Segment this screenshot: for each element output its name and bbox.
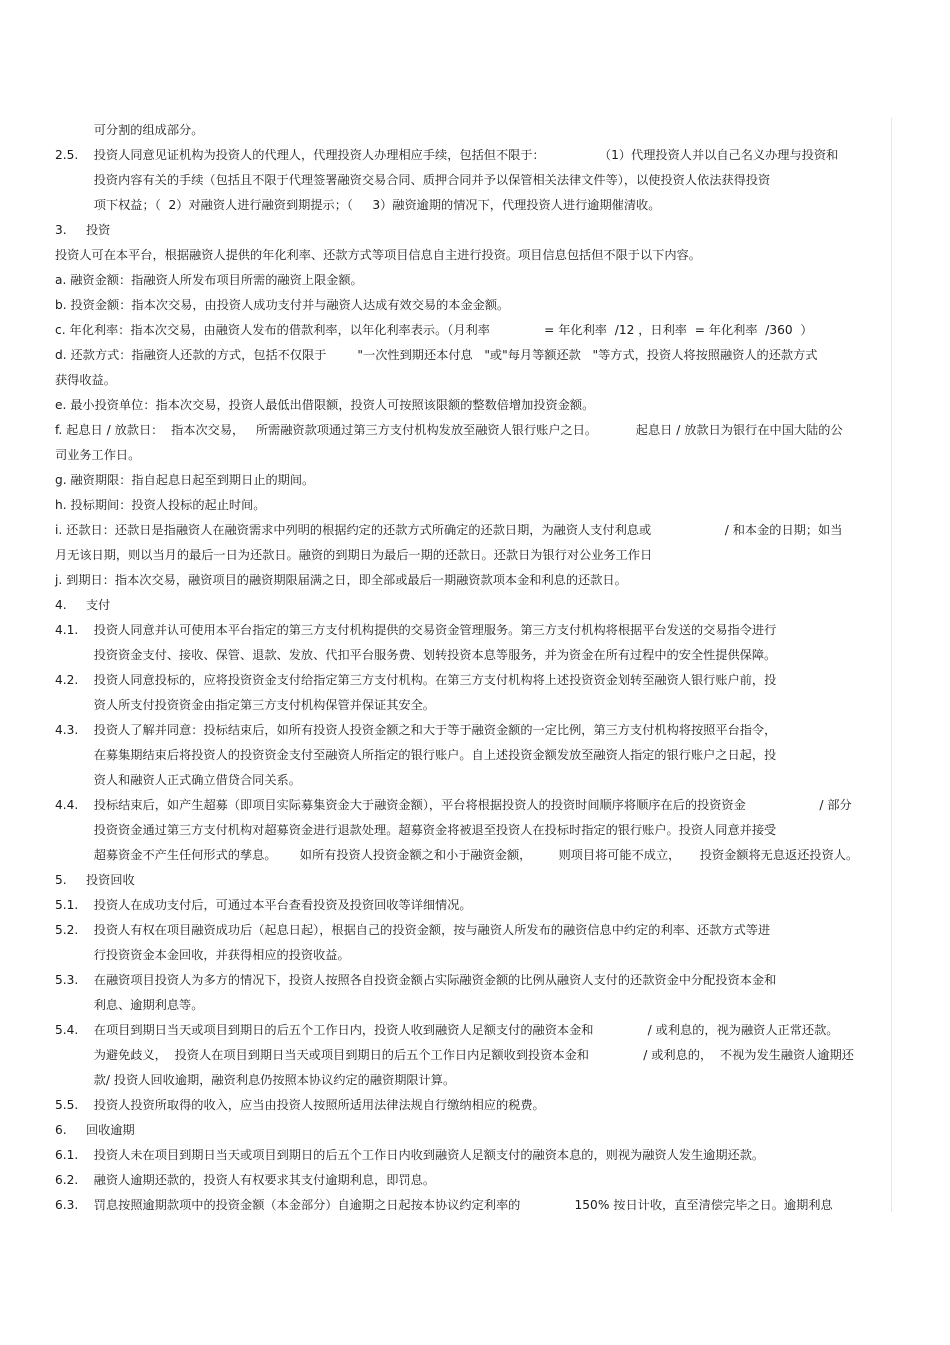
text-line: j. 到期日：指本次交易，融资项目的融资期限届满之日，即全部或最后一期融资款项本金和利息的还款日。 <box>55 573 627 587</box>
text-line: f. 起息日 / 放款日： 指本次交易， 所需融资款项通过第三方支付机构发放至融资人银行账户之日。 起息日 / 放款日为银行在中国大陆的公 <box>55 423 843 437</box>
text-line: 投资人可在本平台，根据融资人提供的年化利率、还款方式等项目信息自主进行投资。项目信息包括但不限于以下内容。 <box>55 248 701 262</box>
text-line: 5.5. 投资人投资所取得的收入，应当由投资人按照所适用法律法规自行缴纳相应的税费。 <box>55 1098 545 1112</box>
text-line: 2.5. 投资人同意见证机构为投资人的代理人，代理投资人办理相应手续，包括但不限于： （1）代理投资人并以自己名义办理与投资和 <box>55 148 839 162</box>
text-line: 5.1. 投资人在成功支付后，可通过本平台查看投资及投资回收等详细情况。 <box>55 898 472 912</box>
text-line: c. 年化利率：指本次交易，由融资人发布的借款利率，以年化利率表示。（月利率 = 年化利率 /12 ，日利率 = 年化利率 /360 ） <box>55 323 813 337</box>
text-line: 资人所支付投资资金由指定第三方支付机构保管并保证其安全。 <box>55 698 435 712</box>
text-line: 5. 投资回收 <box>55 873 135 887</box>
text-line: e. 最小投资单位：指本次交易，投资人最低出借限额，投资人可按照该限额的整数倍增加投资金额。 <box>55 398 595 412</box>
text-line: a. 融资金额：指融资人所发布项目所需的融资上限金额。 <box>55 273 363 287</box>
text-line: g. 融资期限：指自起息日起至到期日止的期间。 <box>55 473 315 487</box>
text-line: 司业务工作日。 <box>55 448 141 462</box>
text-line: 5.3. 在融资项目投资人为多方的情况下，投资人按照各自投资金额占实际融资金额的比例从融资人支付的还款资金中分配投资本金和 <box>55 973 777 987</box>
text-line: 3. 投资 <box>55 223 111 237</box>
text-line: 4.3. 投资人了解并同意：投标结束后，如所有投资人投资金额之和大于等于融资金额的一定比例，第三方支付机构将按照平台指令， <box>55 723 777 737</box>
page-edge-line <box>891 118 892 1212</box>
text-line: 资人和融资人正式确立借贷合同关系。 <box>55 773 301 787</box>
text-line: 6.2. 融资人逾期还款的，投资人有权要求其支付逾期利息，即罚息。 <box>55 1173 436 1187</box>
text-line: i. 还款日：还款日是指融资人在融资需求中列明的根据约定的还款方式所确定的还款日期，为融资人支付利息或 / 和本金的日期；如当 <box>55 523 843 537</box>
text-line: 4.1. 投资人同意并认可使用本平台指定的第三方支付机构提供的交易资金管理服务。第三方支付机构将根据平台发送的交易指令进行 <box>55 623 777 637</box>
text-line: 款/ 投资人回收逾期，融资利息仍按照本协议约定的融资期限计算。 <box>55 1073 456 1087</box>
text-line: 投资资金支付、接收、保管、退款、发放、代扣平台服务费、划转投资本息等服务，并为资金在所有过程中的安全性提供保障。 <box>55 648 777 662</box>
text-line: 6.3. 罚息按照逾期款项中的投资金额（本金部分）自逾期之日起按本协议约定利率的 150% 按日计收，直至清偿完毕之日。逾期利息 <box>55 1198 833 1212</box>
text-line: 5.4. 在项目到期日当天或项目到期日的后五个工作日内，投资人收到融资人足额支付的融资本金和 / 或利息的，视为融资人正常还款。 <box>55 1023 839 1037</box>
text-line: 4. 支付 <box>55 598 111 612</box>
text-line: b. 投资金额：指本次交易，由投资人成功支付并与融资人达成有效交易的本金金额。 <box>55 298 510 312</box>
text-line: 利息、逾期利息等。 <box>55 998 204 1012</box>
text-line: 为避免歧义， 投资人在项目到期日当天或项目到期日的后五个工作日内足额收到投资本金和 / 或利息的， 不视为发生融资人逾期还 <box>55 1048 854 1062</box>
text-line: 月无该日期，则以当月的最后一日为还款日。融资的到期日为最后一期的还款日。还款日为银行对公业务工作日 <box>55 548 653 562</box>
text-line: 行投资资金本金回收，并获得相应的投资收益。 <box>55 948 350 962</box>
text-line: 投资资金通过第三方支付机构对超募资金进行退款处理。超募资金将被退至投资人在投标时指定的银行账户。投资人同意并接受 <box>55 823 777 837</box>
text-line: 4.4. 投标结束后，如产生超募（即项目实际募集资金大于融资金额），平台将根据投资人的投资时间顺序将顺序在后的投资资金 / 部分 <box>55 798 852 812</box>
text-line: 获得收益。 <box>55 373 116 387</box>
text-line: 项下权益；（ 2）对融资人进行融资到期提示；（ 3）融资逾期的情况下，代理投资人进行逾期催清收。 <box>55 198 661 212</box>
text-line: 超募资金不产生任何形式的孳息。 如所有投资人投资金额之和小于融资金额， 则项目将可能不成立， 投资金额将无息返还投资人。 <box>55 848 859 862</box>
text-line: 投资内容有关的手续（包括且不限于代理签署融资交易合同、质押合同并予以保管相关法律文件等），以使投资人依法获得投资 <box>55 173 771 187</box>
text-line: 在募集期结束后将投资人的投资资金支付至融资人所指定的银行账户。自上述投资金额发放至融资人指定的银行账户之日起，投 <box>55 748 777 762</box>
text-line: 6.1. 投资人未在项目到期日当天或项目到期日的后五个工作日内收到融资人足额支付的融资本息的，则视为融资人发生逾期还款。 <box>55 1148 765 1162</box>
text-line: 6. 回收逾期 <box>55 1123 135 1137</box>
text-line: d. 还款方式：指融资人还款的方式，包括不仅限于 "一次性到期还本付息 "或"每月等额还款 "等方式，投资人将按照融资人的还款方式 <box>55 348 818 362</box>
text-line: h. 投标期间：投资人投标的起止时间。 <box>55 498 266 512</box>
text-line: 4.2. 投资人同意投标的，应将投资资金支付给指定第三方支付机构。在第三方支付机构将上述投资资金划转至融资人银行账户前，投 <box>55 673 777 687</box>
text-line: 可分割的组成部分。 <box>55 123 204 137</box>
text-line: 5.2. 投资人有权在项目融资成功后（起息日起），根据自己的投资金额，按与融资人所发布的融资信息中约定的利率、还款方式等进 <box>55 923 771 937</box>
